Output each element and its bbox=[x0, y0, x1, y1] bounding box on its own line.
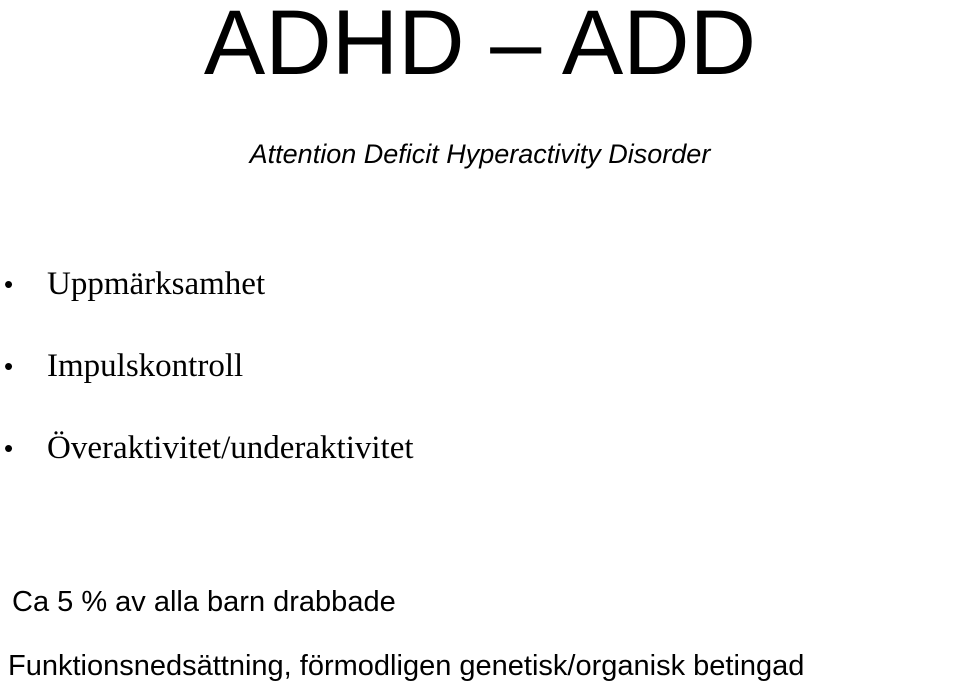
bullet-text: Överaktivitet/underaktivitet bbox=[47, 430, 414, 466]
cause-note: Funktionsnedsättning, förmodligen genetisk/organisk betingad bbox=[8, 650, 805, 682]
bullet-icon: • bbox=[4, 351, 14, 381]
bullet-icon: • bbox=[4, 269, 14, 299]
bullet-icon: • bbox=[4, 433, 14, 463]
prevalence-note: Ca 5 % av alla barn drabbade bbox=[12, 586, 396, 618]
bullet-text: Uppmärksamhet bbox=[47, 266, 266, 302]
slide-title: ADHD – ADD bbox=[203, 0, 757, 94]
slide-subtitle: Attention Deficit Hyperactivity Disorder bbox=[249, 139, 711, 169]
bullet-text: Impulskontroll bbox=[47, 348, 244, 384]
